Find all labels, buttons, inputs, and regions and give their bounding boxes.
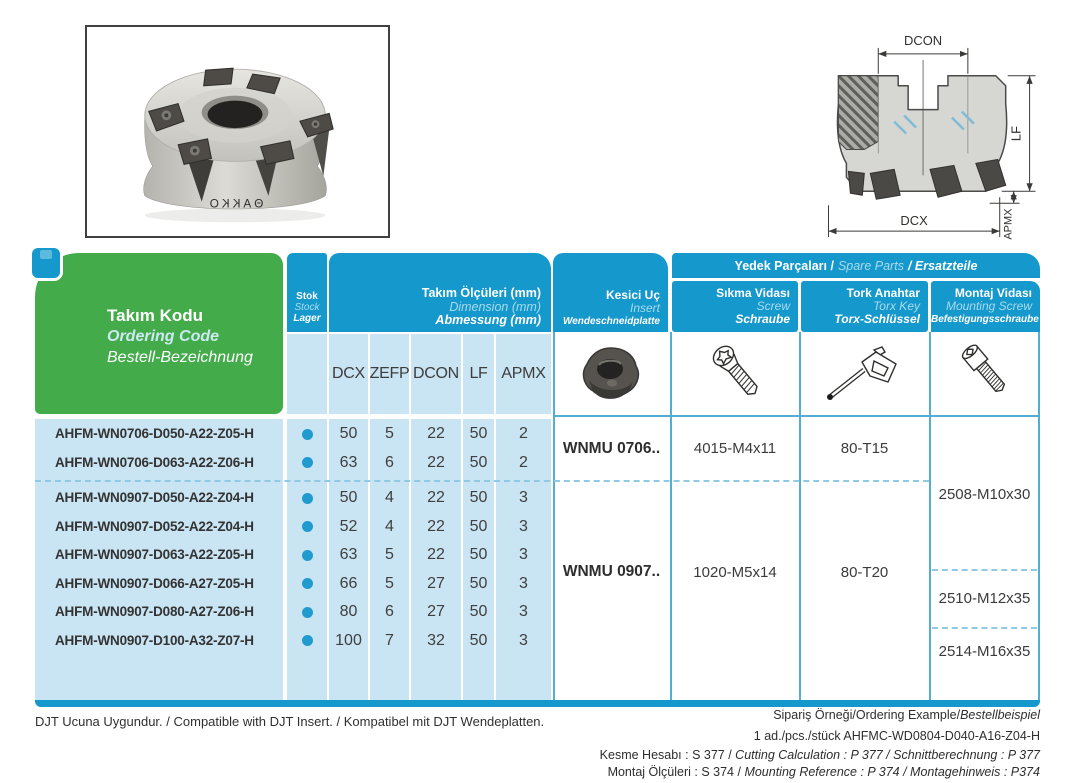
- screw-header-de: Schraube: [735, 312, 790, 326]
- cutting-calc-en-de: Cutting Calculation : P 377 / Schnittberechnung : P 377: [735, 748, 1040, 762]
- technical-diagram: [810, 26, 1065, 250]
- lf-value: 50: [469, 574, 488, 592]
- insert-header-tr: Kesici Uç: [605, 288, 660, 302]
- mount-group: 2510-M12x35: [938, 589, 1031, 607]
- lf-value: 50: [469, 453, 488, 471]
- stock-header-de: Lager: [293, 313, 321, 324]
- col-label-dcx: DCX: [329, 334, 368, 414]
- screw-header-en: Screw: [756, 299, 790, 313]
- lf-value: 50: [469, 489, 488, 506]
- stock-dot: [302, 607, 313, 618]
- table-bottom-bar: [35, 700, 1040, 707]
- col-label-zefp: ZEFP: [370, 334, 409, 414]
- dcon-value: 22: [427, 453, 445, 471]
- cutting-calc-reference: [600, 748, 1040, 762]
- ordering-example-title: [773, 708, 1040, 722]
- lf-value: 50: [469, 425, 488, 442]
- stock-cell: [287, 513, 327, 542]
- table-row: [35, 598, 553, 627]
- dcon-value: 27: [427, 603, 445, 620]
- stock-cell: [287, 541, 327, 570]
- insert-header: [553, 253, 668, 332]
- apmx-value: 3: [519, 603, 528, 620]
- mount-group: 2508-M10x30: [938, 486, 1031, 503]
- stock-header-tr: Stok: [296, 291, 318, 302]
- lf-value: 50: [469, 546, 488, 563]
- mounting-ref-en-de: Mounting Reference : P 374 / Montagehinweis : P374: [744, 765, 1040, 779]
- order-code: AHFM-WN0706-D063-A22-Z06-H: [55, 454, 254, 470]
- torx-header-en: Torx Key: [873, 299, 920, 313]
- dcx-value: 50: [339, 425, 358, 442]
- spare-banner-en: Spare Parts: [837, 258, 904, 273]
- torx-group: 80-T15: [840, 440, 889, 457]
- brand-engraving: ΘAKKO: [206, 197, 264, 211]
- apmx-value: 3: [519, 631, 528, 649]
- dcon-value: 22: [427, 546, 445, 563]
- insert-header-de: Wendeschneidplatte: [562, 316, 660, 327]
- dim-header-de: Abmessung (mm): [435, 313, 541, 327]
- col-label-lf: LF: [463, 334, 494, 414]
- lf-value: 50: [469, 631, 488, 649]
- screw-group: 4015-M4x11: [693, 440, 777, 457]
- code-header-en: Ordering Code: [107, 328, 220, 345]
- order-code: AHFM-WN0907-D100-A32-Z07-H: [55, 632, 254, 648]
- torx-header-de: Torx-Schlüssel: [834, 312, 920, 326]
- table-row: [35, 513, 553, 542]
- insert-group: WNMU 0907..: [562, 563, 661, 580]
- table-row: [35, 484, 553, 513]
- dcx-value: 80: [339, 603, 358, 620]
- mill-bore: [208, 101, 263, 128]
- apmx-value: 3: [519, 546, 528, 563]
- stock-subcell: [287, 334, 327, 414]
- apmx-label: APMX: [1002, 208, 1015, 240]
- dim-header-en: Dimension (mm): [449, 299, 541, 314]
- zefp-value: 7: [385, 631, 394, 649]
- code-header-text: [107, 305, 253, 368]
- stock-dot: [302, 493, 313, 504]
- stock-dot: [302, 429, 313, 440]
- screw-header-tr: Sıkma Vidası: [716, 286, 790, 300]
- dcx-value: 52: [339, 517, 358, 535]
- zefp-value: 5: [385, 574, 394, 592]
- grid-line: [1038, 332, 1040, 700]
- stock-cell: [287, 598, 327, 627]
- dcon-value: 22: [427, 489, 445, 506]
- order-code: AHFM-WN0907-D050-A22-Z04-H: [55, 490, 254, 505]
- mount-header-de: Befestigungsschraube: [931, 314, 1039, 325]
- stock-dot: [302, 578, 313, 589]
- stock-cell: [287, 449, 327, 478]
- table-row: [35, 449, 553, 478]
- mount-header-en: Mounting Screw: [945, 299, 1032, 313]
- mounting-screw-drawing: [941, 340, 1027, 406]
- product-photo: [87, 27, 388, 236]
- bookmark-tab: [29, 245, 63, 281]
- screw-group: 1020-M5x14: [693, 563, 777, 581]
- section-hatch: [838, 76, 878, 150]
- example-title-de: Bestellbeispiel: [960, 708, 1040, 722]
- apmx-value: 3: [519, 517, 528, 535]
- ordering-example-code: 1 ad./pcs./stück AHFMC-WD0804-D040-A16-Z04-H: [753, 729, 1040, 743]
- stock-cell: [287, 627, 327, 656]
- table-row: [35, 570, 553, 599]
- dcx-value: 100: [335, 631, 362, 649]
- order-code: AHFM-WN0907-D080-A27-Z06-H: [55, 604, 254, 619]
- insert-group: WNMU 0706..: [562, 439, 661, 457]
- photo-shadow: [145, 209, 326, 223]
- mount-header: [931, 281, 1040, 332]
- apmx-value: 2: [519, 453, 528, 471]
- torx-key-drawing: [814, 340, 914, 408]
- clamp-screw-drawing: [689, 340, 781, 408]
- dcon-value: 22: [427, 425, 445, 442]
- apmx-value: 3: [519, 489, 528, 506]
- table-row: [35, 541, 553, 570]
- zefp-value: 6: [385, 603, 394, 620]
- insert-photo: [571, 342, 651, 404]
- dcx-value: 50: [339, 489, 358, 506]
- product-photo-frame: [85, 25, 390, 238]
- stock-cell: [287, 484, 327, 513]
- stock-header: [287, 253, 327, 332]
- apmx-value: 3: [519, 574, 528, 592]
- order-code: AHFM-WN0907-D063-A22-Z05-H: [55, 547, 254, 562]
- torx-group: 80-T20: [840, 563, 889, 581]
- ordering-table: [35, 246, 1040, 708]
- dcx-label: DCX: [900, 213, 928, 229]
- torx-header: [801, 281, 928, 332]
- dcon-value: 27: [427, 574, 445, 592]
- grid-line: [553, 415, 1040, 417]
- col-label-dcon: DCON: [411, 334, 461, 414]
- cutting-calc-tr: Kesme Hesabı : S 377 /: [599, 748, 736, 762]
- dimensions-header: [329, 253, 551, 332]
- lf-value: 50: [469, 517, 488, 535]
- mount-group: 2514-M16x35: [938, 642, 1031, 660]
- stock-dot: [302, 550, 313, 561]
- spare-parts-banner: [672, 253, 1040, 278]
- bookmark-tab-notch: [40, 250, 52, 259]
- code-header-tr: Takım Kodu: [107, 306, 204, 325]
- zefp-value: 5: [385, 425, 394, 442]
- screw-header: [672, 281, 798, 332]
- dcx-value: 66: [339, 574, 358, 592]
- compatibility-note: DJT Ucuna Uygundur. / Compatible with DJT Insert. / Kompatibel mit DJT Wendeplatten.: [35, 714, 545, 729]
- lf-value: 50: [469, 603, 488, 620]
- apmx-value: 2: [519, 425, 528, 442]
- dcon-value: 22: [427, 517, 445, 535]
- group-separator: [932, 569, 1037, 571]
- stock-dot: [302, 457, 313, 468]
- dcon-label: DCON: [904, 32, 943, 48]
- order-code: AHFM-WN0706-D050-A22-Z05-H: [55, 426, 254, 441]
- stock-dot: [302, 635, 313, 646]
- code-header-de: Bestell-Bezeichnung: [107, 349, 253, 366]
- dcx-value: 63: [339, 453, 358, 471]
- group-separator: [35, 480, 929, 482]
- group-separator: [932, 627, 1037, 629]
- mount-header-tr: Montaj Vidası: [954, 286, 1032, 300]
- zefp-value: 6: [385, 453, 394, 471]
- dim-header-tr: Takım Ölçüleri (mm): [421, 286, 541, 300]
- zefp-value: 5: [385, 546, 394, 563]
- table-row: [35, 420, 553, 449]
- stock-cell: [287, 420, 327, 449]
- order-code: AHFM-WN0907-D066-A27-Z05-H: [55, 575, 254, 591]
- order-code: AHFM-WN0907-D052-A22-Z04-H: [55, 518, 254, 534]
- spare-banner-de: / Ersatzteile: [907, 258, 978, 273]
- example-title-tr-en: Sipariş Örneği/Ordering Example/: [773, 708, 961, 722]
- table-row: [35, 627, 553, 656]
- lf-label: LF: [1008, 125, 1024, 142]
- insert-header-en: Insert: [629, 301, 660, 315]
- zefp-value: 4: [385, 489, 394, 506]
- stock-cell: [287, 570, 327, 599]
- torx-header-tr: Tork Anahtar: [846, 286, 920, 300]
- code-header: [35, 253, 283, 414]
- col-label-apmx: APMX: [496, 334, 551, 414]
- stock-dot: [302, 521, 313, 532]
- dcon-value: 32: [427, 631, 445, 649]
- spare-banner-tr: Yedek Parçaları /: [734, 258, 834, 273]
- mounting-reference: [608, 765, 1040, 779]
- dcx-value: 63: [339, 546, 358, 563]
- mounting-ref-tr: Montaj Ölçüleri : S 374 /: [607, 765, 745, 779]
- zefp-value: 4: [385, 517, 394, 535]
- stock-header-en: Stock: [294, 302, 320, 313]
